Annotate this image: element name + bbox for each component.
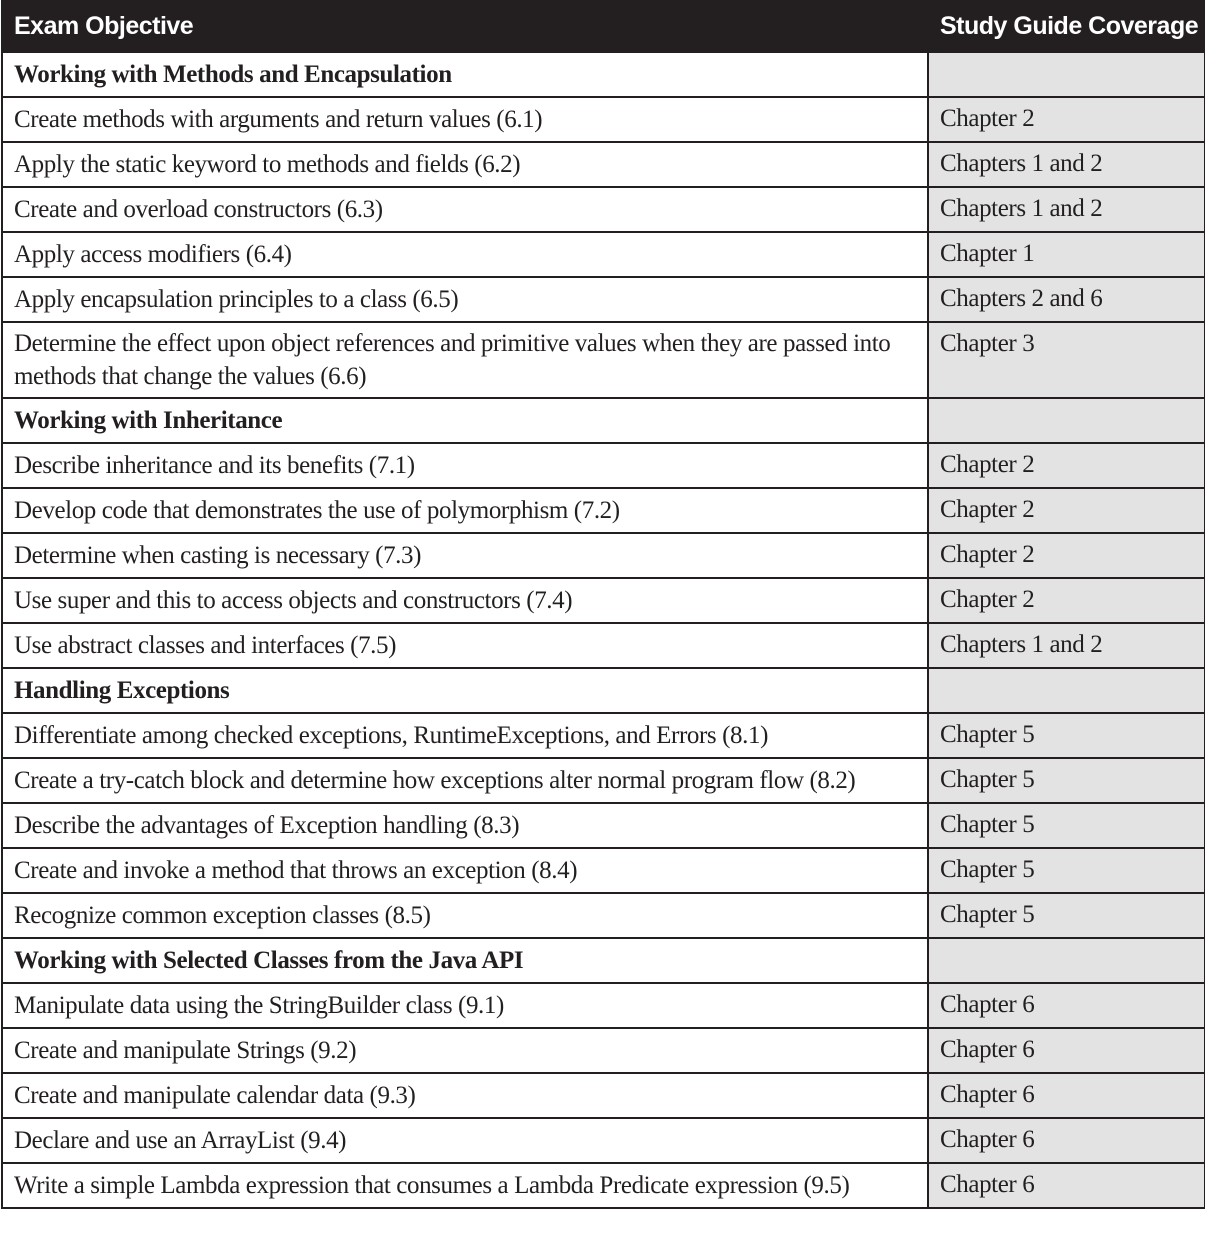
objective-cell: Use abstract classes and interfaces (7.5) (2, 623, 928, 668)
objective-cell: Differentiate among checked exceptions, RuntimeExceptions, and Errors (8.1) (2, 713, 928, 758)
table-header (2, 1, 1205, 52)
table-row (2, 758, 1205, 803)
objective-cell: Write a simple Lambda expression that consumes a Lambda Predicate expression (9.5) (2, 1163, 928, 1208)
coverage-cell: Chapter 2 (928, 533, 1205, 578)
coverage-cell: Chapter 2 (928, 443, 1205, 488)
objective-cell: Describe inheritance and its benefits (7.1) (2, 443, 928, 488)
coverage-cell: Chapter 5 (928, 758, 1205, 803)
section-row (2, 668, 1205, 713)
objective-cell: Create methods with arguments and return values (6.1) (2, 97, 928, 142)
coverage-cell: Chapter 6 (928, 1028, 1205, 1073)
coverage-cell: Chapter 2 (928, 488, 1205, 533)
objectives-table (1, 0, 1205, 1209)
section-title: Working with Methods and Encapsulation (2, 52, 928, 97)
objective-cell: Create and manipulate calendar data (9.3) (2, 1073, 928, 1118)
objective-cell: Describe the advantages of Exception handling (8.3) (2, 803, 928, 848)
objective-cell: Create a try-catch block and determine how exceptions alter normal program flow (8.2) (2, 758, 928, 803)
coverage-cell: Chapter 6 (928, 1073, 1205, 1118)
objective-cell: Create and manipulate Strings (9.2) (2, 1028, 928, 1073)
objective-cell: Create and overload constructors (6.3) (2, 187, 928, 232)
objective-cell: Determine when casting is necessary (7.3) (2, 533, 928, 578)
section-row (2, 938, 1205, 983)
objective-cell: Develop code that demonstrates the use of polymorphism (7.2) (2, 488, 928, 533)
coverage-cell: Chapter 5 (928, 848, 1205, 893)
table-row (2, 1163, 1205, 1208)
coverage-cell: Chapter 3 (928, 322, 1205, 398)
coverage-cell: Chapters 2 and 6 (928, 277, 1205, 322)
table-row (2, 97, 1205, 142)
coverage-cell: Chapter 6 (928, 983, 1205, 1028)
table-body (2, 52, 1205, 1208)
section-row (2, 52, 1205, 97)
objective-cell: Manipulate data using the StringBuilder class (9.1) (2, 983, 928, 1028)
section-title: Working with Selected Classes from the Java API (2, 938, 928, 983)
table-row (2, 848, 1205, 893)
coverage-cell (928, 938, 1205, 983)
coverage-cell (928, 668, 1205, 713)
table-row (2, 1028, 1205, 1073)
coverage-cell: Chapter 2 (928, 578, 1205, 623)
coverage-cell: Chapter 2 (928, 97, 1205, 142)
table-row (2, 1118, 1205, 1163)
table-row (2, 983, 1205, 1028)
objective-cell: Determine the effect upon object references and primitive values when they are passed into methods that change the values (6.6) (2, 322, 928, 398)
table-row (2, 893, 1205, 938)
coverage-cell: Chapters 1 and 2 (928, 187, 1205, 232)
coverage-cell: Chapter 1 (928, 232, 1205, 277)
coverage-cell: Chapter 6 (928, 1118, 1205, 1163)
table-row (2, 187, 1205, 232)
objective-cell: Use super and this to access objects and constructors (7.4) (2, 578, 928, 623)
coverage-cell: Chapters 1 and 2 (928, 623, 1205, 668)
coverage-cell: Chapters 1 and 2 (928, 142, 1205, 187)
table-row (2, 1073, 1205, 1118)
header-exam-objective: Exam Objective (2, 1, 928, 52)
table-row (2, 443, 1205, 488)
coverage-cell: Chapter 5 (928, 803, 1205, 848)
objective-cell: Apply encapsulation principles to a class (6.5) (2, 277, 928, 322)
table-row (2, 533, 1205, 578)
objective-cell: Recognize common exception classes (8.5) (2, 893, 928, 938)
section-row (2, 398, 1205, 443)
section-title: Working with Inheritance (2, 398, 928, 443)
section-title: Handling Exceptions (2, 668, 928, 713)
table-row (2, 232, 1205, 277)
table-row (2, 322, 1205, 398)
objective-cell: Declare and use an ArrayList (9.4) (2, 1118, 928, 1163)
objective-cell: Apply access modifiers (6.4) (2, 232, 928, 277)
coverage-cell: Chapter 5 (928, 893, 1205, 938)
coverage-cell (928, 398, 1205, 443)
table-row (2, 578, 1205, 623)
table-row (2, 142, 1205, 187)
table-row (2, 623, 1205, 668)
coverage-cell (928, 52, 1205, 97)
header-study-guide-coverage: Study Guide Coverage (928, 1, 1205, 52)
coverage-cell: Chapter 6 (928, 1163, 1205, 1208)
objective-cell: Apply the static keyword to methods and fields (6.2) (2, 142, 928, 187)
table-row (2, 488, 1205, 533)
table-row (2, 277, 1205, 322)
objective-cell: Create and invoke a method that throws an exception (8.4) (2, 848, 928, 893)
table-row (2, 803, 1205, 848)
table-row (2, 713, 1205, 758)
coverage-cell: Chapter 5 (928, 713, 1205, 758)
